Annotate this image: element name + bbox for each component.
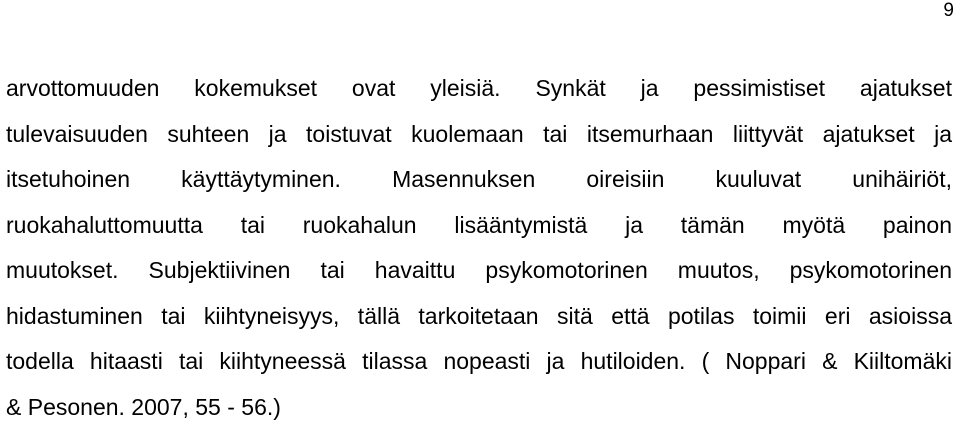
- text-line: muutokset. Subjektiivinen tai havaittu psykomotorinen muutos, psykomotorinen: [6, 248, 952, 294]
- text-line: ruokahaluttomuutta tai ruokahalun lisääntymistä ja tämän myötä painon: [6, 203, 952, 249]
- text-line: itsetuhoinen käyttäytyminen. Masennuksen oireisiin kuuluvat unihäiriöt,: [6, 157, 952, 203]
- text-line: arvottomuuden kokemukset ovat yleisiä. Synkät ja pessimistiset ajatukset: [6, 66, 952, 112]
- text-line: todella hitaasti tai kiihtyneessä tilassa nopeasti ja hutiloiden. ( Noppari & Kiiltomäki: [6, 339, 952, 385]
- text-line: tulevaisuuden suhteen ja toistuvat kuolemaan tai itsemurhaan liittyvät ajatukset ja: [6, 112, 952, 158]
- text-line: & Pesonen. 2007, 55 - 56.): [6, 385, 952, 430]
- body-paragraph: [6, 66, 952, 430]
- text-line: hidastuminen tai kiihtyneisyys, tällä tarkoitetaan sitä että potilas toimii eri asioissa: [6, 294, 952, 340]
- page-number: 9: [943, 0, 954, 22]
